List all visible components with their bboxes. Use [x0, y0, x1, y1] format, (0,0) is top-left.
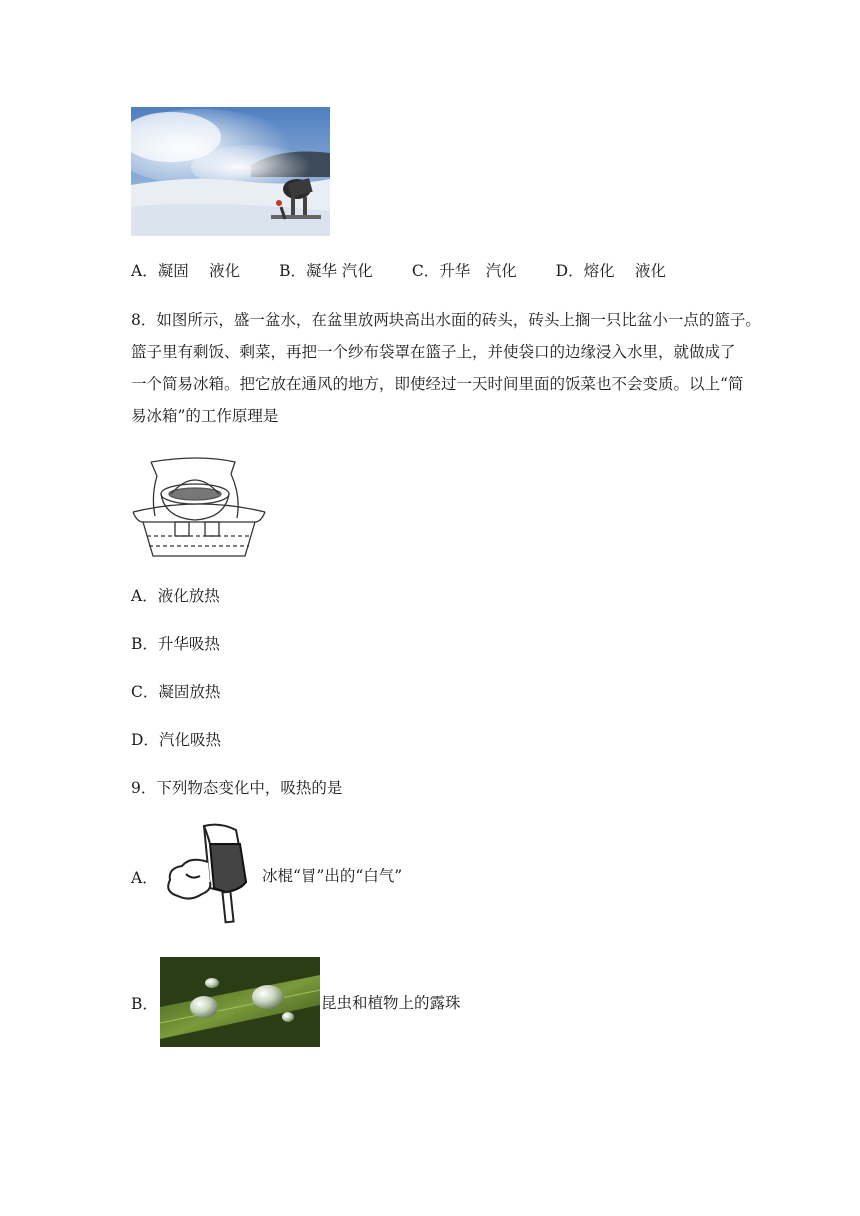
q9-option-b-letter: B． [131, 995, 158, 1013]
q8-option-d: D．汽化吸热 [131, 731, 221, 749]
q9-option-a-letter: A． [131, 869, 158, 887]
dew-drops-photo [160, 957, 320, 1047]
q7-option-a: A．凝固 液化 [131, 262, 241, 280]
q7-option-d: D．熔化 液化 [555, 262, 667, 280]
q9-option-a-text: 冰棍“冒”出的“白气” [262, 867, 403, 885]
simple-fridge-illustration [131, 456, 267, 560]
q8-stem-line: 篮子里有剩饭、剩菜，再把一个纱布袋罩在篮子上，并使袋口的边缘浸入水里，就做成了 [131, 343, 736, 361]
snow-cannon-photo [131, 107, 330, 236]
q8-stem-line: 一个简易冰箱。把它放在通风的地方，即使经过一天时间里面的饭菜也不会变质。以上“简 [131, 375, 744, 393]
q8-stem [131, 304, 821, 432]
q8-option-a: A．液化放热 [131, 587, 220, 605]
q9-option-b-text: 昆虫和植物上的露珠 [321, 994, 461, 1012]
q7-option-b: B．凝华 汽化 [279, 262, 373, 280]
q8-stem-line: 易冰箱”的工作原理是 [131, 407, 279, 425]
q7-option-c: C．升华 汽化 [411, 262, 517, 280]
q8-option-c: C．凝固放热 [131, 683, 221, 701]
popsicle-illustration [160, 822, 260, 924]
q7-options [131, 261, 666, 281]
q8-option-b: B．升华吸热 [131, 635, 220, 653]
q9-stem: 9．下列物态变化中，吸热的是 [131, 779, 343, 797]
q8-stem-line: 8．如图所示，盛一盆水，在盆里放两块高出水面的砖头，砖头上搁一只比盆小一点的篮子。 [131, 311, 761, 329]
